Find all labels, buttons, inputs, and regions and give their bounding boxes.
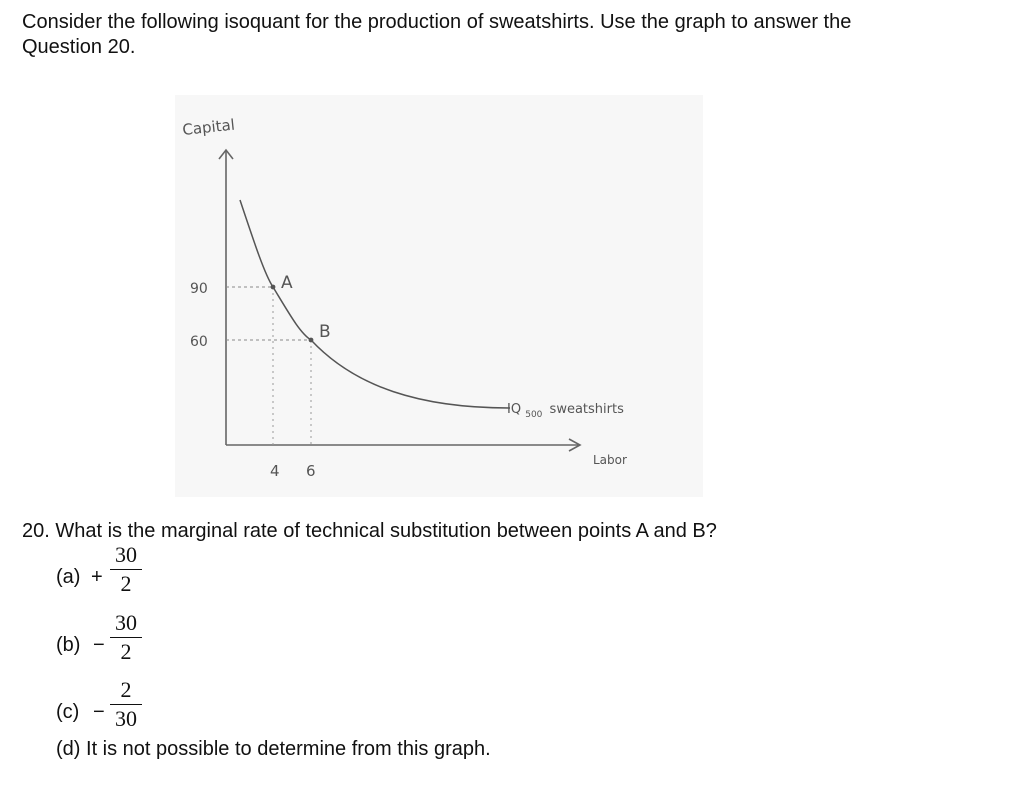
x-axis-label: Labor (593, 453, 627, 467)
y-tick-60: 60 (190, 334, 208, 350)
option-c-denominator: 30 (115, 706, 137, 731)
isoquant-curve (240, 200, 510, 408)
option-d[interactable] (56, 738, 491, 761)
intro-line-1: Consider the following isoquant for the production of sweatshirts. Use the graph to answer the (22, 11, 852, 33)
isoquant-label-prefix: IQ (507, 402, 522, 417)
isoquant-label (507, 402, 624, 421)
option-c-fraction-bar (110, 704, 142, 705)
option-a-letter: (a) (56, 566, 81, 588)
point-a-label: A (281, 273, 293, 293)
x-tick-4: 4 (270, 462, 280, 480)
option-b-sign: − (93, 634, 105, 656)
option-b-fraction (109, 611, 143, 664)
intro-line-2: Question 20. (22, 36, 136, 58)
option-a-sign: + (91, 566, 103, 588)
point-a (271, 285, 276, 290)
option-b-fraction-bar (110, 637, 142, 638)
isoquant-label-suffix: sweatshirts (549, 402, 624, 417)
option-a-fraction (109, 543, 143, 596)
x-tick-6: 6 (306, 462, 316, 480)
option-a-numerator: 30 (115, 542, 137, 567)
option-d-text: It is not possible to determine from this graph. (86, 738, 491, 760)
option-b-numerator: 30 (115, 610, 137, 635)
y-axis-label: Capital (181, 115, 236, 139)
option-d-letter: (d) (56, 738, 81, 760)
isoquant-label-sub: 500 (525, 410, 543, 420)
option-b-denominator: 2 (120, 639, 132, 664)
option-c-fraction (109, 678, 143, 731)
option-c-sign: − (93, 701, 105, 723)
isoquant-svg (175, 95, 703, 497)
option-a-fraction-bar (110, 569, 142, 570)
y-tick-90: 90 (190, 281, 208, 297)
option-a-denominator: 2 (120, 571, 132, 596)
point-b-label: B (319, 322, 331, 342)
option-c-numerator: 2 (120, 677, 132, 702)
option-c-letter: (c) (56, 701, 80, 723)
question-20: 20. What is the marginal rate of technical substitution between points A and B? (22, 520, 717, 542)
intro-text (22, 10, 982, 60)
point-b (309, 338, 314, 343)
isoquant-graph (175, 95, 703, 497)
option-b-letter: (b) (56, 634, 81, 656)
